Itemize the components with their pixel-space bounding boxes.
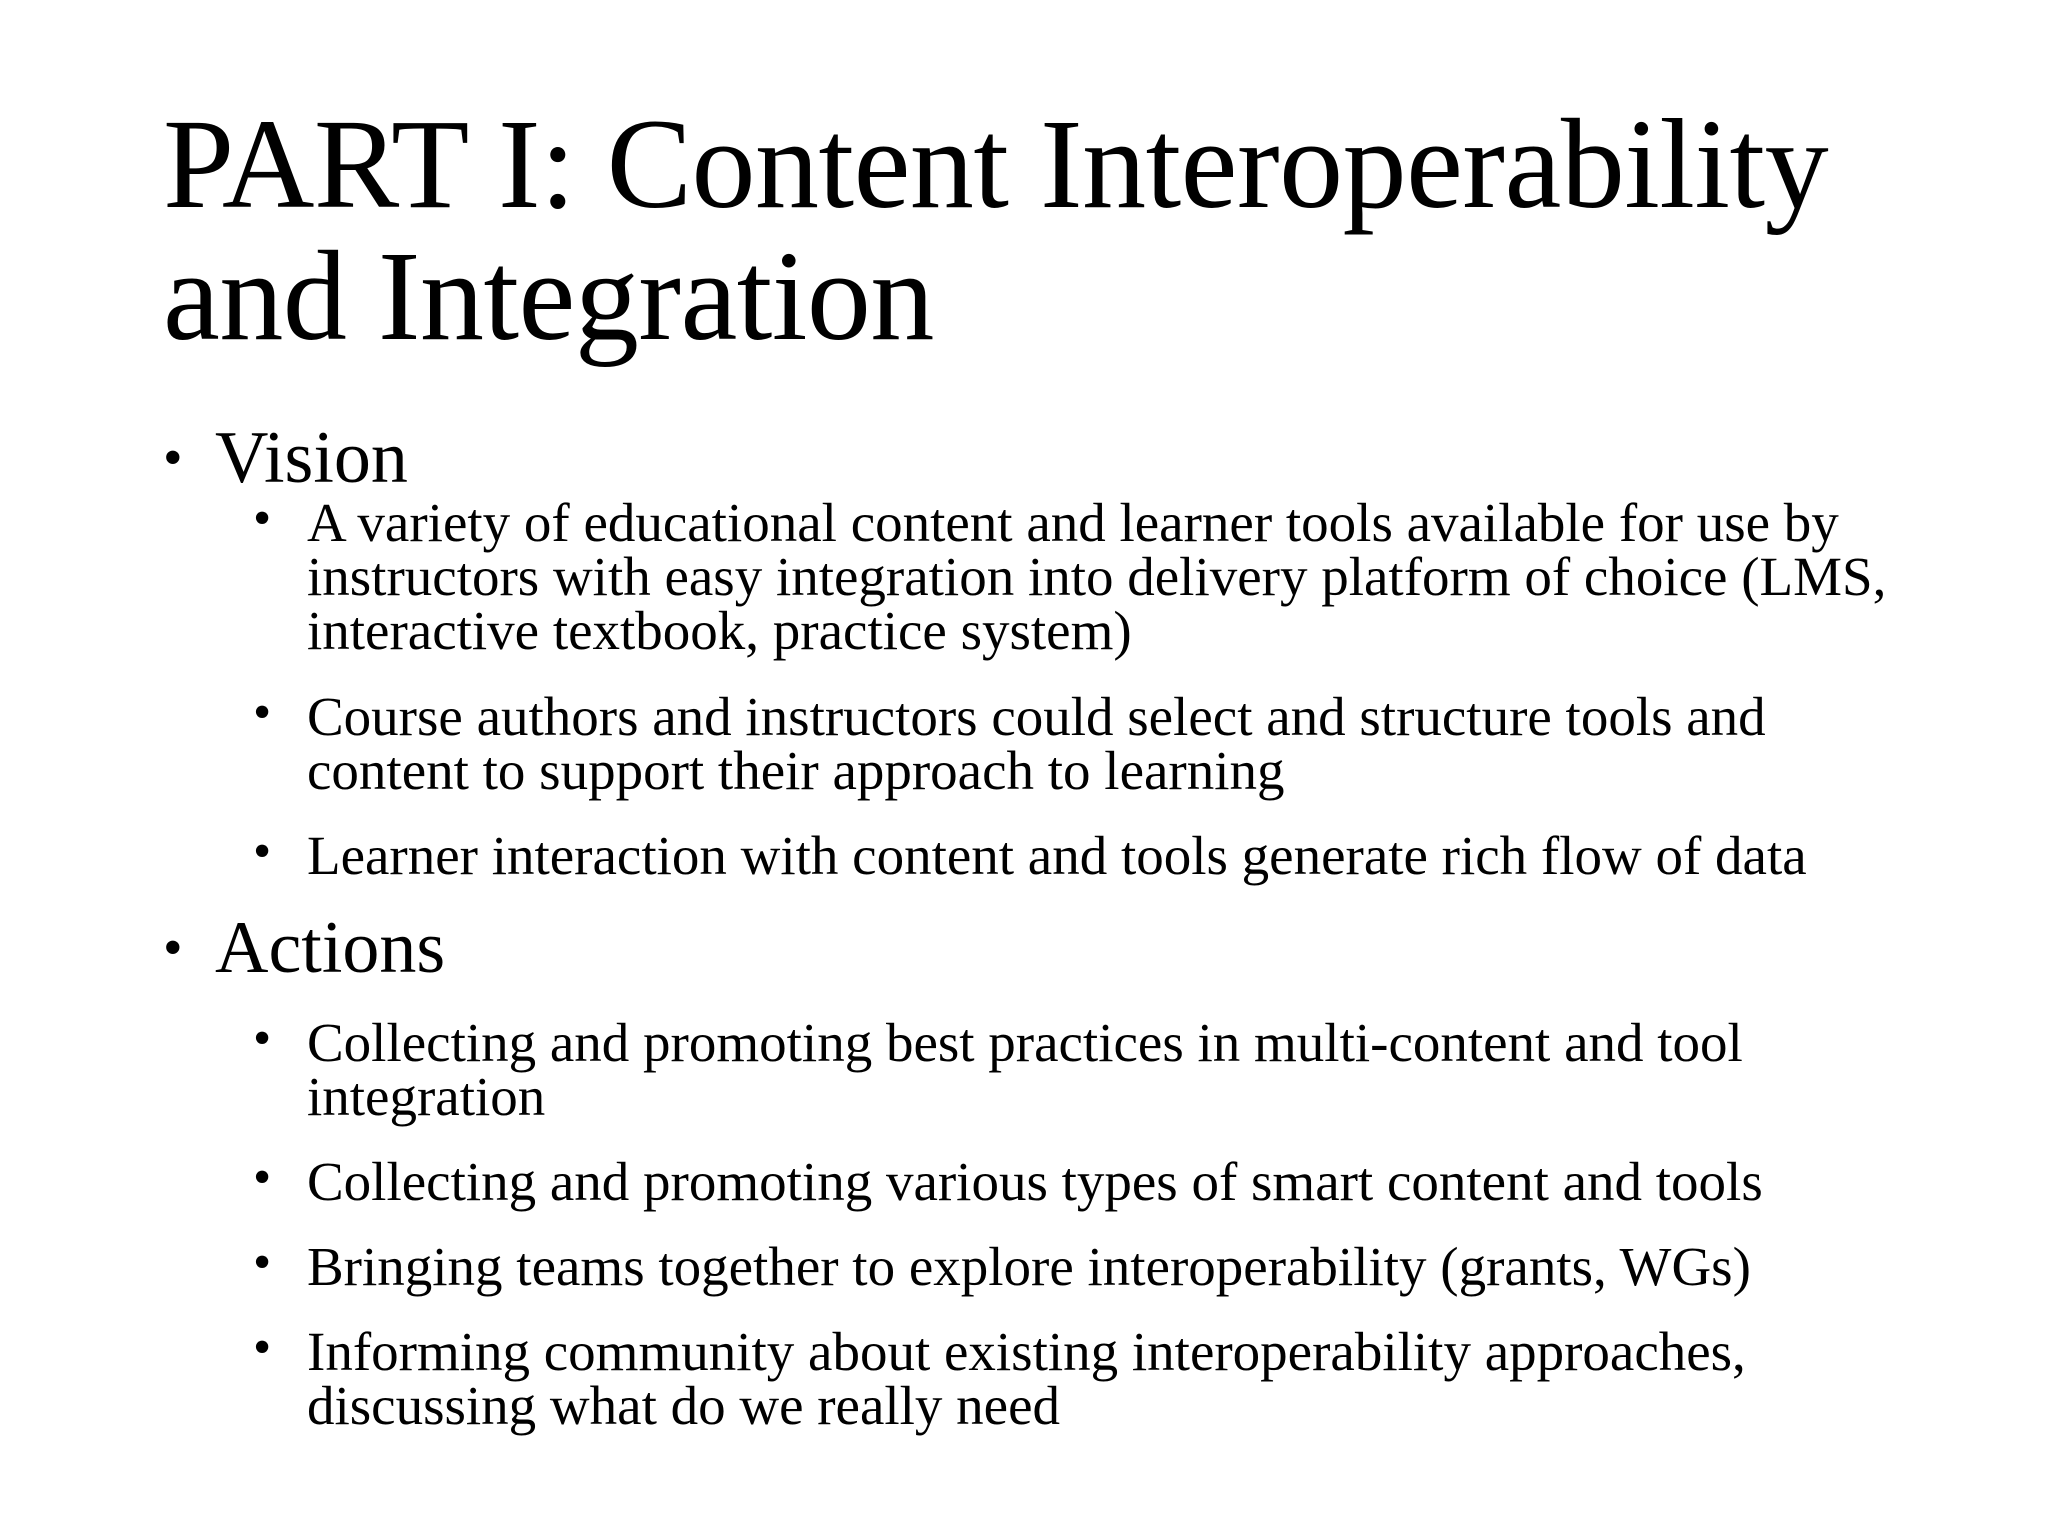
bullet-icon: • [253,490,272,547]
bullet-vision-label: Vision [215,417,408,499]
sub-bullet-actions-4 [253,1319,1913,1436]
sub-bullet-text: A variety of educational content and learner tools available for use by instructors with easy integration into delivery platform of choice (LMS, interactive textbook, practice system) [307,492,1887,661]
sub-bullet-text: Bringing teams together to explore interoperability (grants, WGs) [307,1236,1751,1297]
sub-bullet-vision-3 [253,823,1913,886]
sub-bullet-text: Course authors and instructors could select and structure tools and content to support their approach to learning [307,686,1766,801]
bullet-icon: • [163,917,183,979]
slide-title-line-1: PART I: Content Interoperability [163,93,1829,235]
sub-bullet-text: Collecting and promoting best practices in multi-content and tool integration [307,1012,1743,1127]
bullet-actions-label: Actions [215,907,446,989]
slide-title-line-2: and Integration [163,225,934,367]
sub-bullet-vision-1 [253,490,1913,661]
bullet-vision [163,418,408,498]
bullet-icon: • [253,1010,272,1067]
sub-bullet-actions-3 [253,1234,1913,1297]
bullet-icon: • [253,684,272,741]
bullet-icon: • [253,823,272,880]
sub-bullet-text: Informing community about existing interoperability approaches, discussing what do we really need [307,1321,1746,1436]
bullet-actions [163,908,445,988]
bullet-icon: • [253,1149,272,1206]
sub-bullet-actions-1 [253,1010,1913,1127]
sub-bullet-actions-2 [253,1149,1913,1212]
bullet-icon: • [253,1319,272,1376]
sub-bullet-text: Collecting and promoting various types of smart content and tools [307,1151,1763,1212]
sub-bullet-text: Learner interaction with content and tools generate rich flow of data [307,825,1807,886]
sub-bullet-vision-2 [253,684,1913,801]
bullet-icon: • [163,427,183,489]
bullet-icon: • [253,1234,272,1291]
